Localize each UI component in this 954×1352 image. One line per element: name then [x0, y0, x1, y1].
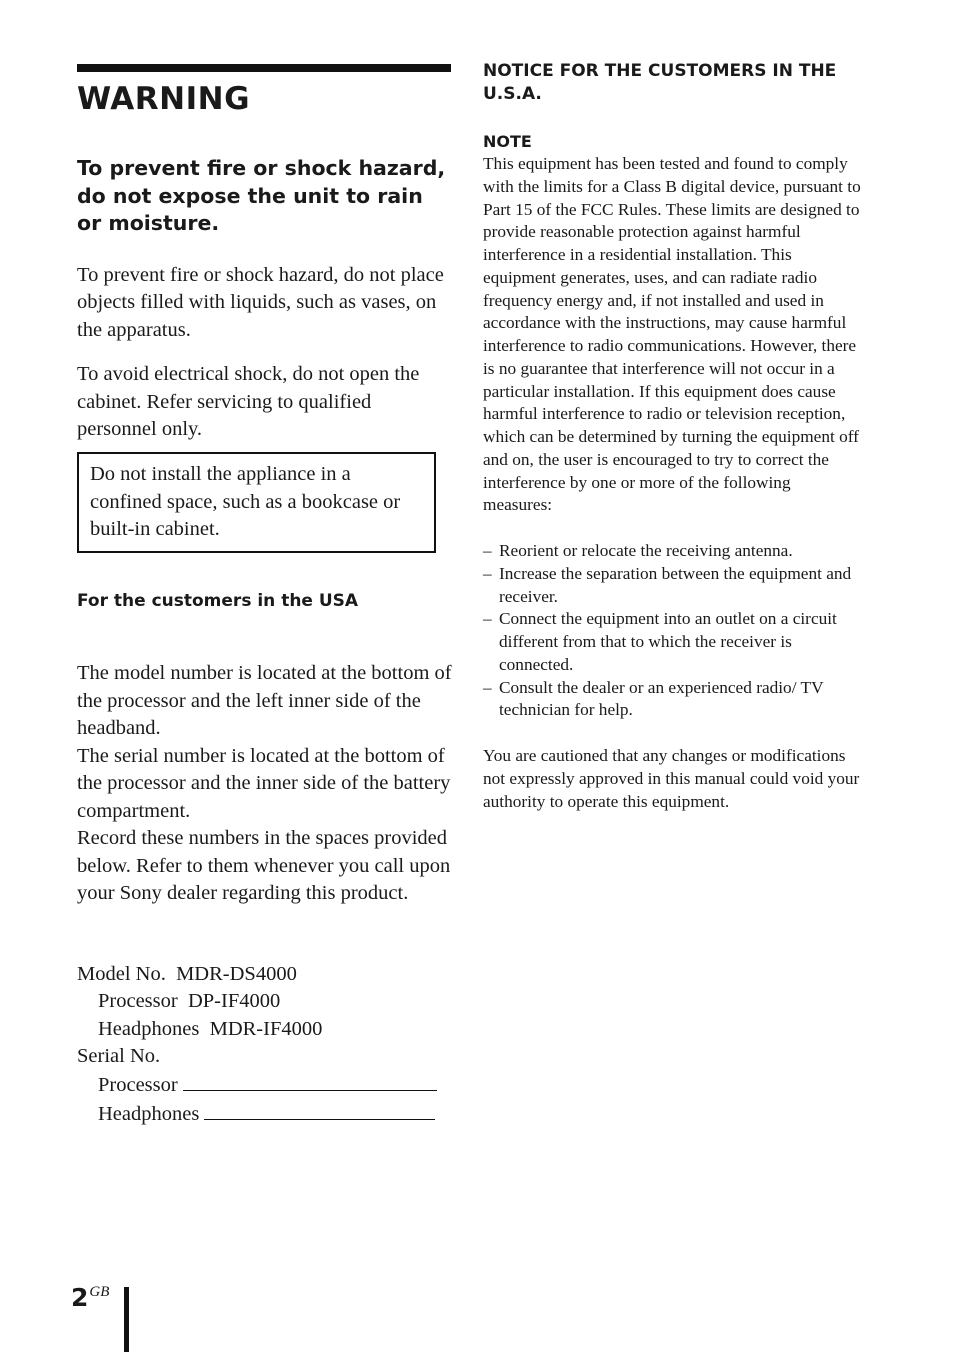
serial-location-text: The serial number is located at the bottom of the processor and the inner side of the battery compartment.	[77, 744, 451, 822]
note-label: NOTE	[483, 132, 532, 151]
dash-icon: –	[483, 609, 492, 629]
list-item	[483, 540, 863, 563]
serial-processor-row	[77, 1070, 457, 1099]
processor-model-row	[77, 988, 457, 1015]
model-location-text: The model number is located at the bottom of the processor and the left inner side of the headband.	[77, 662, 452, 739]
left-column	[77, 64, 452, 1126]
top-rule	[77, 64, 451, 72]
serial-processor-label: Processor	[98, 1074, 178, 1097]
model-serial-table	[77, 961, 457, 1129]
serial-no-label: Serial No.	[77, 1044, 161, 1067]
dash-icon: –	[483, 541, 492, 560]
right-column	[483, 60, 863, 813]
serial-headphones-label: Headphones	[98, 1103, 200, 1126]
page-number	[71, 1283, 109, 1312]
measure-text: Consult the dealer or an experienced radio/ TV technician for help.	[499, 677, 824, 720]
headphones-label: Headphones	[98, 1017, 200, 1040]
serial-headphones-blank	[204, 1099, 435, 1120]
measure-text: Reorient or relocate the receiving antenna.	[499, 541, 793, 560]
measure-text: Connect the equipment into an outlet on a circuit different from that to which the receiver is connected.	[499, 609, 837, 674]
processor-label: Processor	[98, 990, 178, 1013]
warning-title: WARNING	[77, 81, 251, 117]
dash-icon: –	[483, 563, 492, 583]
safety-subheading: To prevent fire or shock hazard, do not expose the unit to rain or moisture.	[77, 156, 446, 235]
page-number-value: 2	[71, 1283, 89, 1312]
serial-processor-blank	[183, 1070, 437, 1091]
model-no-label: Model No.	[77, 963, 166, 985]
measures-list	[483, 540, 863, 722]
headphones-model-row	[77, 1016, 457, 1043]
shock-paragraph: To avoid electrical shock, do not open the cabinet. Refer servicing to qualified personnel only.	[77, 363, 420, 440]
fcc-note-body: This equipment has been tested and found to comply with the limits for a Class B digital device, pursuant to Part 15 of the FCC Rules. These limits are designed to provide reasonable protection against harmful interference in a residential installation. This equipment generates, uses, and can radiate radio frequency energy and, if not installed and used in accordance with the instructions, may cause harmful interference to radio communications. However, there is no guarantee that interference will not occur in a particular installation. If this equipment does cause harmful interference to radio or television reception, which can be determined by turning the equipment off and on, the user is encouraged to try to correct the interference by one or more of the following measures:	[483, 154, 861, 515]
serial-headphones-row	[77, 1099, 457, 1128]
record-numbers-text: Record these numbers in the spaces provided below. Refer to them whenever you call upon your Sony dealer regarding this product.	[77, 827, 451, 904]
fcc-notice-heading: NOTICE FOR THE CUSTOMERS IN THE U.S.A.	[483, 61, 837, 104]
usa-customers-heading: For the customers in the USA	[77, 591, 359, 611]
caution-paragraph: You are cautioned that any changes or modifications not expressly approved in this manual could void your authority to operate this equipment.	[483, 746, 860, 811]
processor-value: DP-IF4000	[187, 990, 281, 1013]
list-item	[483, 563, 863, 609]
serial-no-row	[77, 1043, 457, 1070]
page-edge-bar	[124, 1287, 129, 1352]
list-item	[483, 608, 863, 676]
liquids-paragraph: To prevent fire or shock hazard, do not place objects filled with liquids, such as vases, on the apparatus.	[77, 263, 444, 341]
model-no-value: MDR-DS4000	[176, 963, 297, 985]
model-no-row	[77, 961, 457, 988]
measure-text: Increase the separation between the equipment and receiver.	[499, 563, 852, 606]
page-suffix: GB	[89, 1284, 110, 1300]
headphones-value: MDR-IF4000	[209, 1017, 323, 1040]
installation-notice-box: Do not install the appliance in a confined space, such as a bookcase or built-in cabinet.	[77, 452, 436, 553]
model-info-block	[77, 660, 457, 908]
list-item	[483, 677, 863, 723]
dash-icon: –	[483, 677, 492, 697]
